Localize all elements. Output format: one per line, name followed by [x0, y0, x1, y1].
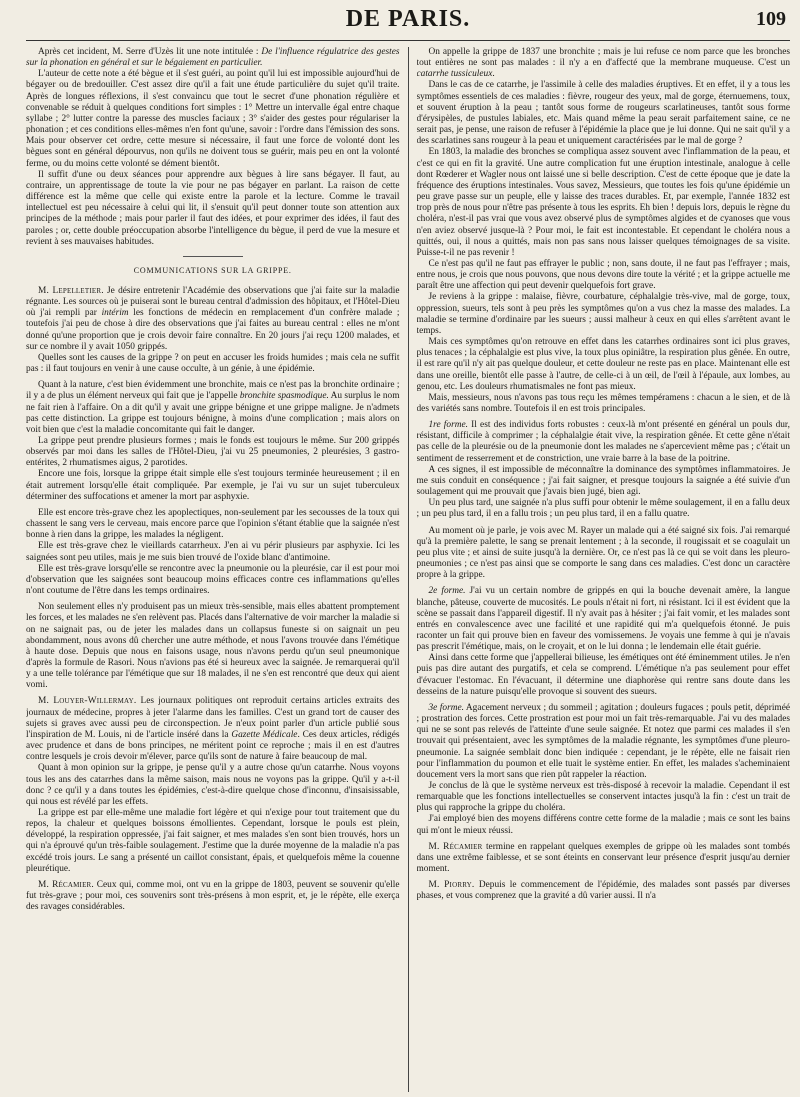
speaker-name: M. Récamier — [428, 841, 483, 852]
paragraph — [417, 526, 791, 582]
paragraph — [26, 286, 400, 353]
italic-text: bronchite spasmodique. — [239, 391, 329, 402]
text-run: Agacement nerveux ; du sommeil ; agitation ; douleurs fugaces ; pouls petit, dépriméé ; prostration des forces. Cette prostration est pour moi un fait très-remarquable. J'ai vu des malades qui ne se sont pas relevés de l'atteinte d'une seule saignée. Et notez que parmi ces malades il s'en trouvait qui présentaient, avec les symptômes de la maladie régnante, les symptômes d'une pleuro-pneumonie. La saignée semblait donc bien indiquée : cependant, je le répète, elle ne faisait rien pour l'inflammation du poumon et elle tuait le système entier. En effet, les malades s'acheminaient doucement vers la mort sans que rien pût rappeler la réaction. — [416, 702, 790, 780]
text-run: Au moment où je parle, je vois avec M. Rayer un malade qui a été saigné six fois. J'ai remarqué qu'à la première palette, le sang se prenait lentement ; à la seconde, il rougissait et se coagulait un peu plus vite ; et ainsi de suite jusqu'à la dernière. Or, ce n'est pas là ce qui se voit dans les pleuro-pneumonies ; ce n'est pas ainsi que se comporte le sang dans ces maladies. C'est donc un caractère propre à la grippe. — [416, 525, 790, 581]
paragraph — [417, 337, 791, 393]
paragraph — [26, 696, 400, 763]
text-run: Après cet incident, M. Serre d'Uzès lit une note intitulée : — [38, 47, 262, 57]
paragraph — [26, 69, 400, 169]
text-run: La grippe peut prendre plusieurs formes ; mais le fonds est toujours le même. Sur 200 grippés observés par moi dans les salles de l'Hôtel-Dieu, j'ai vu 25 pneumonies, 2 pleurésies, 3 gastro-entérites, 2 rhumatismes aigus, 2 parotides. — [26, 436, 400, 469]
text-run: Elle est encore très-grave chez les apoplectiques, non-seulement par les secousses de la toux qui chassent le sang vers le cerveau, mais encore parce que l'opinion s'étant établie que la saignée n'est bonne à rien dans la grippe, les malades la négligent. — [26, 507, 400, 541]
italic-text: intérim — [101, 308, 129, 319]
text-run: En 1803, la maladie des bronches se compliqua assez souvent avec l'inflammation de la peau, et c'est ce qui en fit la gravité. Une autre complication fut une éruption intestinale, analogue à celle dont Rœderer et Wagler nous ont laissé une si belle description. C'est de cette époque que je date la fréquence des éruptions intestinales. Vous savez, Messieurs, que toutes les fois qu'une épidémie un peu grave passe sur un peuple, elle y laisse des traces durables. Et, par exemple, l'année 1832 est trop près de nous pour n'être pas présente à tous les esprits. Eh bien ! depuis lors, depuis le règne du choléra, n'est-il pas vrai que vous avez observé plus de symptômes algides et de cyanoses que vous n'en aviez observé jusque-là ? Pour moi, le fait est incontestable. Et cependant le choléra nous a quittés, oui, il nous a quittés, mais non pas sans nous laisser quelques témoignages de sa visite. Puisse-t-il ne pas revenir ! — [416, 147, 790, 258]
page-number: 109 — [756, 8, 786, 30]
text-run: Ce n'est pas qu'il ne faut pas effrayer le public ; non, sans doute, il ne faut pas l'effrayer ; mais, entre nous, je crois que nous pouvons, que nous devons dire toute la vérité ; et la grippe actuelle me paraît être une affection qui peut devenir quelquefois fort grave. — [416, 258, 790, 292]
paragraph — [26, 763, 400, 808]
paragraph — [417, 465, 791, 498]
page-title: DE PARIS. — [345, 6, 471, 32]
paragraph — [417, 781, 791, 814]
italic-text: Gazette Médicale — [231, 729, 298, 740]
paragraph — [417, 498, 791, 520]
speaker-name: M. Lepelletier. — [38, 285, 104, 296]
paragraph — [417, 842, 791, 875]
text-run: Au surplus le nom ne fait rien à l'affaire. On a dit qu'il y avait une grippe bénigne et une grippe maligne. Je n'admets pas cette distinction. La grippe est toujours bénigne, à moins d'une complication ; mais alors on voit bien que c'est la maladie concomitante qui fait le danger. — [26, 391, 400, 435]
paragraph — [26, 353, 400, 375]
page-header — [26, 0, 790, 41]
text-run: . Ces deux articles, rédigés avec prudence et dans de bons principes, ne méritent point ce reproche ; mais il en est d'autres contre lesquels je crois devoir m'élever, parce qu'ils sont de nature à faire beaucoup de mal. — [26, 729, 400, 763]
text-run: Quant à la nature, c'est bien évidemment une bronchite, mais ce n'est pas la bronchite ordinaire ; il y a de plus un élément nerveux qui fait que je l'appelle — [26, 380, 400, 402]
paragraph — [417, 653, 791, 698]
italic-text: 2e forme. — [428, 586, 466, 597]
italic-text: De l'influence régulatrice des gestes sur la phonation en général et sur le bégaiement en particulier. — [26, 47, 400, 69]
italic-text: catarrhe tussiculeux — [416, 69, 493, 80]
text-run: Il est des individus forts robustes : ceux-là m'ont présenté en général un pouls dur, résistant, difficile à comprimer ; la céphalalgie était vive, la respiration gênée. Et cette gêne n'était pas celle de la pleurésie ou de la pneumonie dont les malades ne s'apercevient même pas ; c'était un sentiment de resserrement et de constriction, une vraie barre à la base de la poitrine. — [416, 420, 790, 464]
paragraph — [417, 393, 791, 415]
text-run: A ces signes, il est impossible de méconnaître la dominance des symptômes inflammatoires. Je me suis conduit en conséquence ; j'ai fait saigner, et presque toujours la saignée a été suivie d'un soulagement qui me prouvait que j'avais bien jugé, bien agi. — [416, 464, 790, 498]
section-heading: COMMUNICATIONS SUR LA GRIPPE. — [26, 256, 400, 276]
paragraph — [417, 814, 791, 836]
text-run: . — [492, 69, 495, 80]
text-run: Quant à mon opinion sur la grippe, je pense qu'il y a autre chose qu'un catarrhe. Nous voyons tous les ans des catarrhes dans la même saison, mais nous ne voyons pas la grippe. Qu'il y a-t-il donc ? ce qu'il y a dans toutes les épidémies, c'est-à-dire quelque chose d'inconnu, d'insaisissable, qui nous est révélé par les effets. — [26, 763, 400, 807]
speaker-name: M. Récamier. — [38, 879, 94, 890]
text-run: Un peu plus tard, une saignée n'a plus suffi pour obtenir le même soulagement, il en a fallu deux ; un peu plus tard, il en a fallu trois ; un peu plus tard, il en a fallu quatre. — [416, 498, 790, 520]
text-run: Je reviens à la grippe : malaise, fièvre, courbature, céphalalgie très-vive, mal de gorge, toux, oppression, sueurs, tels sont à peu près les symptômes qu'on a vus chez la masse des malades. La maladie se termine d'ordinaire par les sueurs ; aussi malheur à ceux en qui elles s'arrêtent avant le temps. — [416, 292, 790, 336]
italic-text: 1re forme. — [428, 420, 468, 431]
text-run: On appelle la grippe de 1837 une bronchite ; mais je lui refuse ce nom parce que les bronches tout entières ne sont pas malades : il n'y a en d'affecté que la membrane muqueuse. C'est un — [416, 47, 790, 69]
right-column — [417, 47, 791, 1092]
text-columns — [26, 47, 790, 1092]
text-run: J'ai employé bien des moyens différens contre cette forme de la maladie ; mais ce sont les bains qui m'ont le mieux réussi. — [416, 814, 790, 836]
text-run: Quelles sont les causes de la grippe ? on peut en accuser les froids humides ; mais cela ne suffit pas : il faut toujours en venir à une cause occulte, à un génie, à une épidémie. — [26, 352, 400, 375]
paragraph — [417, 147, 791, 259]
text-run: Elle est très-grave lorsqu'elle se rencontre avec la pneumonie ou la pleurésie, car il est pour moi d'observation que les saignées sont beaucoup moins efficaces contre ces inflammations qu'elles n'ont coutume de l'être dans les temps ordinaires. — [26, 563, 400, 597]
speaker-name: M. Piorry. — [428, 880, 475, 891]
text-run: La grippe est par elle-même une maladie fort légère et qui n'exige pour tout traitement que du repos, la chaleur et quelques boissons émollientes. Cependant, lorsque le pouls est plein, développé, la respiration oppressée, j'ai fait saigner, et mes malades s'en sont bien trouvés, hors un qui n'a éprouvé qu'un très-faible soulagement. J'estime que la durée moyenne de la maladie n'a pas excédé trois jours. Le sang a présenté un caillot consistant, épais, et quelquefois même la couenne pleurétique. — [26, 808, 400, 874]
paragraph — [417, 703, 791, 781]
text-run: Ceux qui, comme moi, ont vu en la grippe de 1803, peuvent se souvenir qu'elle fut très-grave ; pour moi, ces souvenirs sont très-présens à mon esprit, et, je le répète, elle exerça des ravages considérables. — [26, 879, 400, 913]
text-run: Depuis le commencement de l'épidémie, des malades sont passés par diverses phases, et vous comprenez que la gravité a dû varier aussi. Il n'a — [416, 880, 790, 902]
text-run: L'auteur de cette note a été bègue et il s'est guéri, au point qu'il lui est impossible aujourd'hui de bégayer ou de bredouiller. C'est assez dire qu'il a fait une étude particulière du sujet qu'il traite. Après de longues réflexions, il s'est convaincu que tout le secret d'une phonation régulière et convenable se réduit à quelques conditions fort simples : 1° Mettre un intervalle égal entre chaque syllabe ; 2° lutter contre la paresse des muscles faciaux ; 3° s'aider des gestes pour régulariser la phonation ; et ces conditions elles-mêmes n'en font qu'une, savoir : l'ordre dans l'émission des sons. Mais pour observer cet ordre, cette mesure si nécessaire, il faut une force de volonté dont les bègues sont en général dépourvus, non qu'ils ne doivent tous se guérir, mais peu en ont la volonté ferme, ou du moins cette volonté se dément bientôt. — [26, 69, 400, 169]
paragraph — [26, 170, 400, 248]
paragraph — [417, 292, 791, 337]
text-run: Encore une fois, lorsque la grippe était simple elle s'est toujours terminée heureusement ; il en était autrement lorsqu'elle était compliquée. Par exemple, je l'ai vu sur un sujet tuberculeux déterminer des suffocations et amener la mort par asphyxie. — [26, 469, 400, 502]
text-run: Il suffit d'une ou deux séances pour apprendre aux bègues à lire sans bégayer. Il faut, au contraire, un apprentissage de toute la vie pour ne pas bégayer en parlant. La raison de cette différence est la même que celle qui existe entre la parole et la lecture. Comme le travail intellectuel est peu nécessaire à celui qui lit, il s'ensuit qu'il peut donner toute son attention aux principes de la méthode ; mais pour parler il faut des idées, et pour exprimer des idées, il faut des paroles ; or, cette double préoccupation absorbe l'intelligence du bègue, il perd de vue la mesure et revient à ses mauvaises habitudes. — [26, 169, 400, 247]
text-run: Mais, messieurs, nous n'avons pas tous reçu les mêmes tempéramens : chacun a le sien, et de là des variétés sans nombre. Toutefois il en est trois principales. — [416, 392, 790, 414]
text-run: Les journaux politiques ont reproduit certains articles extraits des journaux de médecine, propres à jeter l'alarme dans les familles. C'est un grand tort de causer des sujets si graves avec aussi peu de circonspection. Je n'eux point parler d'un article publié sous l'inspiration de M. Louis, ni de l'article inséré dans la — [26, 696, 400, 740]
text-run: Je désire entretenir l'Académie des observations que j'ai faite sur la maladie régnante. Les sources où je puiserai sont le bureau central d'admission des hôpitaux, et l'Hôtel-Dieu où j'ai rempli par — [26, 285, 400, 319]
text-run: les fonctions de médecin en remplacement d'un confrère malade ; toutefois j'ai peu de chose à dire des observations que j'ai faites au bureau central : elles ne m'ont donné qu'une proportion que je crois devoir faire connaître. En 20 jours j'ai reçu 1200 malades, et sur ce nombre il y avait 1050 grippés. — [26, 308, 400, 352]
text-run: Non seulement elles n'y produisent pas un mieux très-sensible, mais elles abattent promptement les forces, et les malades ne s'en relèvent pas. Placés dans l'alternative de voir marcher la maladie si on ne saignait pas, ou de jeter les malades dans un collapsus funeste si on saignait un peu abondamment, nous avons dû chercher une autre méthode, et nous l'avons trouvée dans l'émétique à haute dose. Depuis que nous en faisons usage, nous n'avons perdu qu'un seul pneumonique d'après la formule de Rasori. Nous n'avions pas été si heureux avec la saignée. Je remarquerai qu'il y a une telle tolérance par l'émétique que sur 18 malades, il ne s'en est rencontré que deux qui aient vomi. — [26, 602, 400, 691]
text-run: Mais ces symptômes qu'on retrouve en effet dans les catarrhes ordinaires sont ici plus graves, plus tenaces ; la céphalalgie est plus vive, la toux plus opiniâtre, la respiration plus gênée. En outre, il est rare qu'il n'y ait pas quelque douleur, et cette douleur ne reste pas en place. Maintenant elle est dans une oreille, bientôt elle passe à l'autre, de celle-ci à un œil, de l'œil à l'épaule, aux lombes, au genou, etc. Les douleurs rhumatismales ne font pas mieux. — [416, 337, 790, 392]
paragraph — [26, 808, 400, 875]
paragraph — [417, 420, 791, 465]
text-run: Elle est très-grave chez le vieillards catarrheux. J'en ai vu périr plusieurs par asphyxie. Ici les saignées sont peu utiles, mais je me suis bien trouvé de l'oxide blanc d'antimoine. — [26, 541, 400, 563]
paragraph — [26, 564, 400, 597]
text-run: Je conclus de là que le système nerveux est très-disposé à recevoir la maladie. Cependant il est remarquable que les fonctions intellectuelles se conservent intactes jusqu'à la fin : c'est un trait de plus qui rapproche la grippe du choléra. — [416, 781, 790, 814]
paragraph — [26, 47, 400, 69]
italic-text: 3e forme. — [428, 702, 464, 713]
column-divider — [408, 47, 409, 1092]
speaker-name: M. Louyer-Willermay. — [38, 696, 137, 707]
paragraph — [26, 436, 400, 469]
text-run: J'ai vu un certain nombre de grippés en qui la bouche devenait amère, la langue blanche, pâteuse, couverte de mucosités. Le pouls n'était ni fort, ni résistant. Ici il est évident que la scène se passait dans l'appareil digestif. Il n'y avait pas à hésiter ; j'ai fait vomir, et les malades sont entrés en convalescence avec une facilité et une rapidité qui m'a quelquefois étonné. Je puis raconter un fait qui prouve bien en faveur des vomissemens. Je voyais une femme à qui je n'avais pas prescrit l'émétique, mais, on le croyait, et on le lui donna ; le lendemain elle était guérie. — [416, 586, 790, 653]
text-run: Ainsi dans cette forme que j'appellerai bilieuse, les émétiques ont été éminemment utiles. Je n'en puis pas dire autant des purgatifs, et cela se comprend. L'émétique n'a pas seulement pour effet d'évacuer l'estomac. En l'évacuant, il détermine une diaphorèse qui rentre sans doute dans les desseins de la nature puisqu'elle provoque si souvent des sueurs. — [416, 653, 790, 697]
paragraph — [26, 602, 400, 691]
paragraph — [26, 508, 400, 541]
paragraph — [26, 469, 400, 502]
paragraph — [417, 880, 791, 902]
text-run: termine en rappelant quelques exemples de grippe où les malades sont tombés dans une extrême faiblesse, et se sont éteints en conservant leur présence d'esprit jusqu'au dernier moment. — [416, 841, 790, 875]
paragraph — [417, 586, 791, 653]
paragraph — [26, 380, 400, 436]
paragraph — [26, 541, 400, 563]
paragraph — [417, 259, 791, 292]
paragraph — [417, 47, 791, 80]
left-column — [26, 47, 400, 1092]
paragraph — [26, 880, 400, 913]
paragraph — [417, 80, 791, 147]
text-run: Dans le cas de ce catarrhe, je l'assimile à celle des maladies éruptives. Et en effet, il y a tous les symptômes essentiels de ces maladies : fièvre, rougeur des yeux, mal de gorge, éternuemens, toux, et souvent éruption à la peau ; tantôt sous forme de rougeurs scarlatineuses, tantôt sous forme d'érysipèles, de pustules labiales, etc. Mais quand même la peau serait parfaitement saine, ce ne serait pas, je pense, une raison de refuser à l'épidémie la place que je lui donne. Qui ne sait qu'il y a des scarlatines sans rougeur à la peau et uniquement caractérisées par le mal de gorge ? — [416, 80, 790, 147]
